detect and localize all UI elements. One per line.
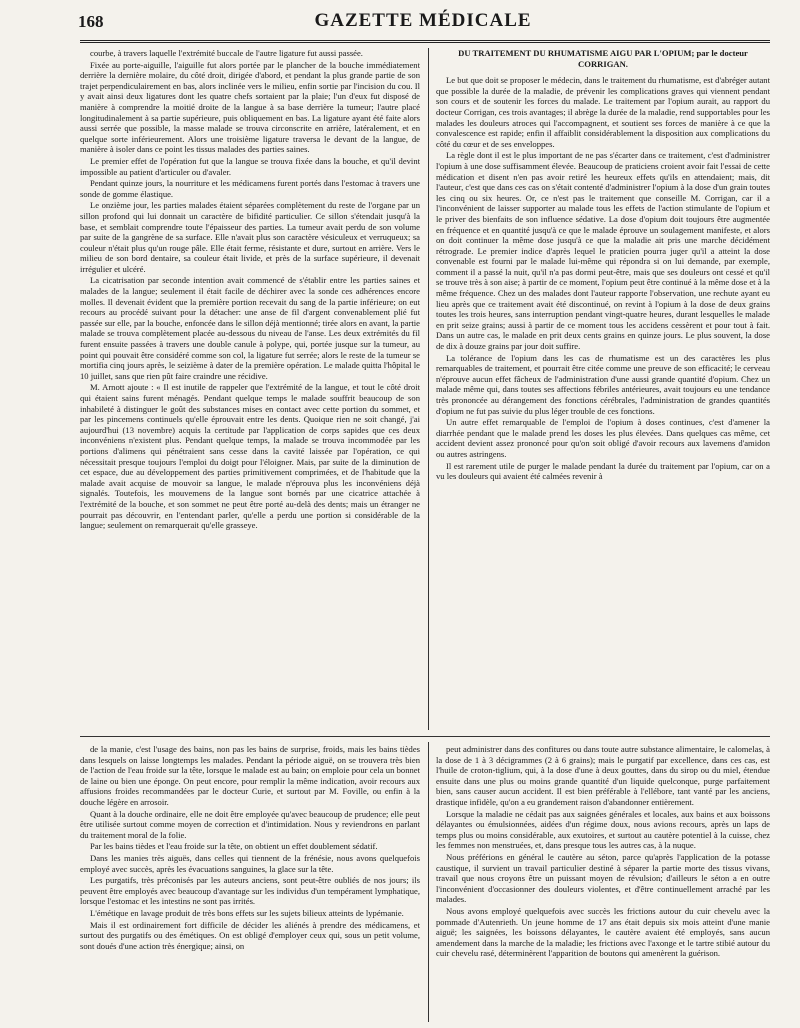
page-number: 168 <box>78 12 104 31</box>
paragraph: Nous préférions en général le cautère au séton, parce qu'après l'application de la potasse caustique, il survient un travail particulier destiné à séparer la partie morte des tissus vivans, travail que nous croyons être un puissant moyen de révulsion; d'ailleurs le séton a en outre l'inconvénient d'occasionner des douleurs violentes, et d'être continuellement arraché par les malades. <box>436 851 770 905</box>
paragraph: La tolérance de l'opium dans les cas de rhumatisme est un des caractères les plus remarquables de traitement, et pourrait être citée comme une preuve de son efficacité; le cerveau n'éprouve aucun effet fâcheux de l'administration d'une aussi grande quantité d'opium. Chez un malade même qui, dans toutes ses affections fébriles antérieures, avait toujours eu une tendance très prononcée au dérangement des fonctions cérébrales, l'administration de grandes quantités d'opium ne fut pas suivie du plus léger trouble de ces fonctions. <box>436 352 770 416</box>
column-divider <box>428 48 429 730</box>
paragraph: Par les bains tièdes et l'eau froide sur la tête, on obtient un effet doublement sédatif. <box>90 841 378 852</box>
paragraph: Pendant quinze jours, la nourriture et les médicamens furent portés dans l'estomac à travers une sonde de gomme élastique. <box>80 178 420 199</box>
paragraph: Dans les manies très aiguës, dans celles qui tiennent de la frénésie, nous avons quelquefois employé avec succès, après les évacuations sanguines, la glace sur la tête. <box>80 852 420 874</box>
paragraph: Mais il est ordinairement fort difficile de décider les aliénés à prendre des médicamens, et surtout des purgatifs ou des émétiques. On est obligé d'employer ceux qui, sous un petit volume, sont doués d'une action très énergique; ainsi, on <box>80 919 420 951</box>
paragraph: Le premier effet de l'opération fut que la langue se trouva fixée dans la bouche, et qu'il devint impossible au patient d'articuler ou d'avaler. <box>80 155 420 177</box>
paragraph: La cicatrisation par seconde intention avait commencé de s'établir entre les parties saines et malades de la langue; seulement il était facile de déchirer avec la sonde ces adhérences encore molles. Il devenait évident que la première portion recevait du sang de la partie inférieure; on eut recours au procédé suivant pour la détacher: une anse de fil d'argent convenablement plié fut passée sur elle, par la bouche, enfoncée dans le sillon déjà mentionné; tirée alors en avant, la partie malade se trouva complètement placée au-dessous du niveau de l'anse. Les deux extrémités du fil furent ensuite passées à travers une double canule à polype, qui, portée jusque sur la tumeur, au point qui pouvait être considéré comme son col, la ligature fut serrée; alors le reste de la tumeur se mortifia cinq jours après, le seizième à dater de la première opération. Le malade quitta l'hôpital le 10 juillet, sans que rien pût faire craindre une récidive. <box>80 275 420 381</box>
paragraph: de la manie, c'est l'usage des bains, non pas les bains de surprise, froids, mais les bains tièdes dans lesquels on laisse longtemps les malades. Pendant la période aiguë, on se trouvera très bien de l'action de l'eau froide sur la tête, lorsque le malade est au bain; on emploie pour cela un bonnet de laine ou bien une éponge. On peut encore, pour remplir la même indication, avoir recours aux affusions froides recommandées par le docteur Curie, et surtout par M. Foville, ou enfin à la douche légère en arrosoir. <box>80 744 420 807</box>
paragraph: La règle dont il est le plus important de ne pas s'écarter dans ce traitement, c'est d'administrer l'opium à une dose suffisamment élevée. Beaucoup de praticiens croient avoir fait l'essai de cette médication et disent n'en pas avoir retiré les heureux effets qu'ils en attendaient; mais, dit l'auteur, c'est que dans ces cas on s'était contenté d'administrer l'opium à la dose d'un grain toutes les cinq ou six heures. Or, ce n'est pas le traitement que conseille M. Corrigan, car il a l'inconvénient de laisser supporter au malade tous les effets de l'action stimulante de l'opium et le priver des bienfaits de son influence sédative. La dose d'opium doit toujours être augmentée en fréquence et en quantité jusqu'à ce que le malade éprouve un soulagement manifeste, et alors on doit continuer la même dose jusqu'à ce que la maladie ait pris une marche décidément rétrograde. Le premier indice d'après lequel le praticien pourra juger qu'il a atteint la dose convenable est fourni par le malade lui-même qui répondra si on lui demande, par exemple, comment il a passé la nuit, qu'il n'a pas dormi peut-être, mais que ses douleurs ont cessé et qu'il se trouve très à son aise; à partir de ce moment, l'opium peut être continué à la même dose et à la même fréquence. Chez un des malades dont l'auteur rapporte l'observation, une rechute ayant eu lieu après que ce traitement avait été discontinué, on revint à l'opium à la dose de deux grains toutes les trois heures, sans interruption pendant vingt-quatre heures, durant lesquelles le malade en prit seize grains; aussi à partir de ce moment tous les accidens cessèrent et pour tout à fait. Dans un autre cas, le malade en prit deux cents grains en quinze jours. Le plus souvent, la dose de dix à douze grains par jour doit suffire. <box>436 150 770 352</box>
paragraph: Quant à la douche ordinaire, elle ne doit être employée qu'avec beaucoup de prudence; elle peut être utilisée surtout comme moyen de correction et d'intimidation. Nous y reviendrons en parlant du traitement moral de la folie. <box>80 808 420 840</box>
paragraph: Lorsque la maladie ne cédait pas aux saignées générales et locales, aux bains et aux boissons délayantes ou émulsionnées, aidées d'un régime doux, nous avions recours, après un laps de temps plus ou moins considérable, aux exutoires, et surtout au cautère potentiel à la cuisse, chez les femmes non menstruées, et, dans presque tous les autres cas, à la nuque. <box>436 808 770 851</box>
column-lower-left <box>80 744 420 1020</box>
column-upper-left <box>80 48 420 728</box>
paragraph: M. Arnott ajoute : « Il est inutile de rappeler que l'extrémité de la langue, et tout le côté droit qui étaient sains furent ménagés. Pendant quelque temps le malade souffrit beaucoup de son inhabileté à distinguer le goût des substances mises en contact avec cette portion du sommet, et par les pincemens continuels qu'elle éprouvait entre les dents. Quoique rien ne soit changé, j'ai aujourd'hui (13 novembre) acquis la certitude par l'application de corps sapides que ces deux inconvéniens n'existent plus. Pendant quelque temps, la malade se trouva incommodée par les portions d'alimens qui pénétraient sans cesse dans la cavité laissée par l'opération, ce qui nécessitait presque toujours l'emploi du doigt pour l'éloigner. Mais, par suite de la diminution de cet espace, due au développement des parties primitivement comprimées, et de l'habitude que la malade avait acquise de mouvoir sa langue, le malade n'éprouva plus les inconvéniens déjà signalés. Toutefois, les mouvemens de la langue sont bornés par une cicatrice attachée à l'extrémité de la bouche, et son sommet ne peut être porté au-delà des dents; mais un étranger ne pourrait pas découvrir, en l'entendant parler, qu'elle a perdu une portion si considérable de la langue; seulement on remarquerait qu'elle grasseye. <box>80 382 420 531</box>
paragraph: Le onzième jour, les parties malades étaient séparées complètement du reste de l'organe par un sillon profond qui lui donnait un caractère de bifidité particulier. Ce sillon s'étendait jusqu'à la base, et semblait comprendre toute l'épaisseur des parties. La tumeur avait perdu de son volume par suite de la gangrène de sa surface. Elle n'avait plus son caractère vésiculeux et verruqueux; sa couleur n'était plus qu'un rouge pâle. Elle était ferme, résistante et dure, surtout en arrière. Vers le milieu de son bord dentaire, sa couleur était livide, et près de la surface supérieure, il devenait irrégulier et ulcéré. <box>80 200 420 274</box>
paragraph: Le but que doit se proposer le médecin, dans le traitement du rhumatisme, est d'abréger autant que possible la durée de la maladie, de prévenir les complications graves qui viennent pendant son cours et de soutenir les forces du malade. Le traitement par l'opium aurait, au rapport du docteur Corrigan, ces trois avantages; il abrège la durée de la maladie, rend supportables pour les malades les douleurs atroces qui l'accompagnent, et soutient ses forces de manière à ce que la convalescence est rapide; enfin il affaiblit considérablement la disposition aux complications du côté du cœur et de ses enveloppes. <box>436 75 770 149</box>
paragraph: peut administrer dans des confitures ou dans toute autre substance alimentaire, le calomelas, à la dose de 1 à 3 décigrammes (2 à 6 grains); mais le purgatif par excellence, dans ces cas, est l'huile de croton-tiglium, qui, à la dose d'une à deux gouttes, dans du sirop ou du miel, étendue ensuite dans une plus ou moins grande quantité d'un liquide quelconque, purge parfaitement bien, sans causer aucun accident. Il est bien préférable à l'ellébore, tant vanté par les anciens, drastique infidèle, qu'on a eu grandement raison d'abandonner entièrement. <box>436 744 770 807</box>
column-lower-right <box>436 744 770 1020</box>
publication-title: GAZETTE MÉDICALE <box>314 10 532 31</box>
paragraph: Les purgatifs, très préconisés par les auteurs anciens, sont peut-être oubliés de nos jours; ils peuvent être employés avec beaucoup d'avantage sur les individus d'un tempérament lymphatique, lorsque l'estomac et les intestins ne sont pas irrités. <box>80 875 420 907</box>
paragraph: Un autre effet remarquable de l'emploi de l'opium à doses continues, c'est d'amener la diarrhée pendant que le malade prend les doses les plus élevées. Dans quelques cas même, cet accident devient assez prononcé pour qu'on soit obligé d'avoir recours aux lavemens d'amidon ou autres astringens. <box>436 417 770 459</box>
paragraph: Nous avons employé quelquefois avec succès les frictions autour du cuir chevelu avec la pommade d'Autenrieth. Un jeune homme de 17 ans était depuis six mois atteint d'une manie aiguë; les saignées, les boissons délayantes, le cautère avaient été employés, sans aucun amendement dans la marche de la maladie; les frictions avec l'axonge et le tartre stibié autour du cuir chevelu rasé, déterminèrent l'apparition de boutons qui amenèrent la guérison. <box>436 905 770 959</box>
paragraph: Il est rarement utile de purger le malade pendant la durée du traitement par l'opium, car on a vu les douleurs qui avaient été calmées revenir à <box>436 460 770 482</box>
column-divider <box>428 742 429 1022</box>
section-rule <box>80 736 770 737</box>
page-header <box>78 8 768 36</box>
column-upper-right <box>436 48 770 728</box>
paragraph: courbe, à travers laquelle l'extrémité buccale de l'autre ligature fut aussi passée. <box>90 48 363 58</box>
paragraph: L'émétique en lavage produit de très bons effets sur les sujets bilieux atteints de lypémanie. <box>90 907 404 918</box>
article-title: DU TRAITEMENT DU RHUMATISME AIGU PAR L'OPIUM; par le docteur CORRIGAN. <box>458 48 748 69</box>
header-rule <box>80 40 770 43</box>
paragraph: Fixée au porte-aiguille, l'aiguille fut alors portée par le plancher de la bouche immédiatement derrière la dernière molaire, du côté droit, dirigée d'abord, et pendant la plus grande partie de son trajet perpendiculairement en bas, alors inclinée vers le milieu, enfin sortie par l'incision du cou. Il y avait ainsi deux ligatures dont les quatre chefs sortaient par la plaie; l'un d'eux fut disposé de manière à comprendre la moitié droite de la langue à sa base derrière la tumeur; l'autre placé longitudinalement à sa partie supérieure, puis obliquement en bas. La ligature ayant été faite alors aussi serrée que possible, la masse malade se trouva circonscrite en arrière, latéralement, et en quelque sorte inférieurement. Alors une troisième ligature traversa le devant de la langue, de manière à isoler dans ce point les tissus malades des parties saines. <box>80 59 420 155</box>
